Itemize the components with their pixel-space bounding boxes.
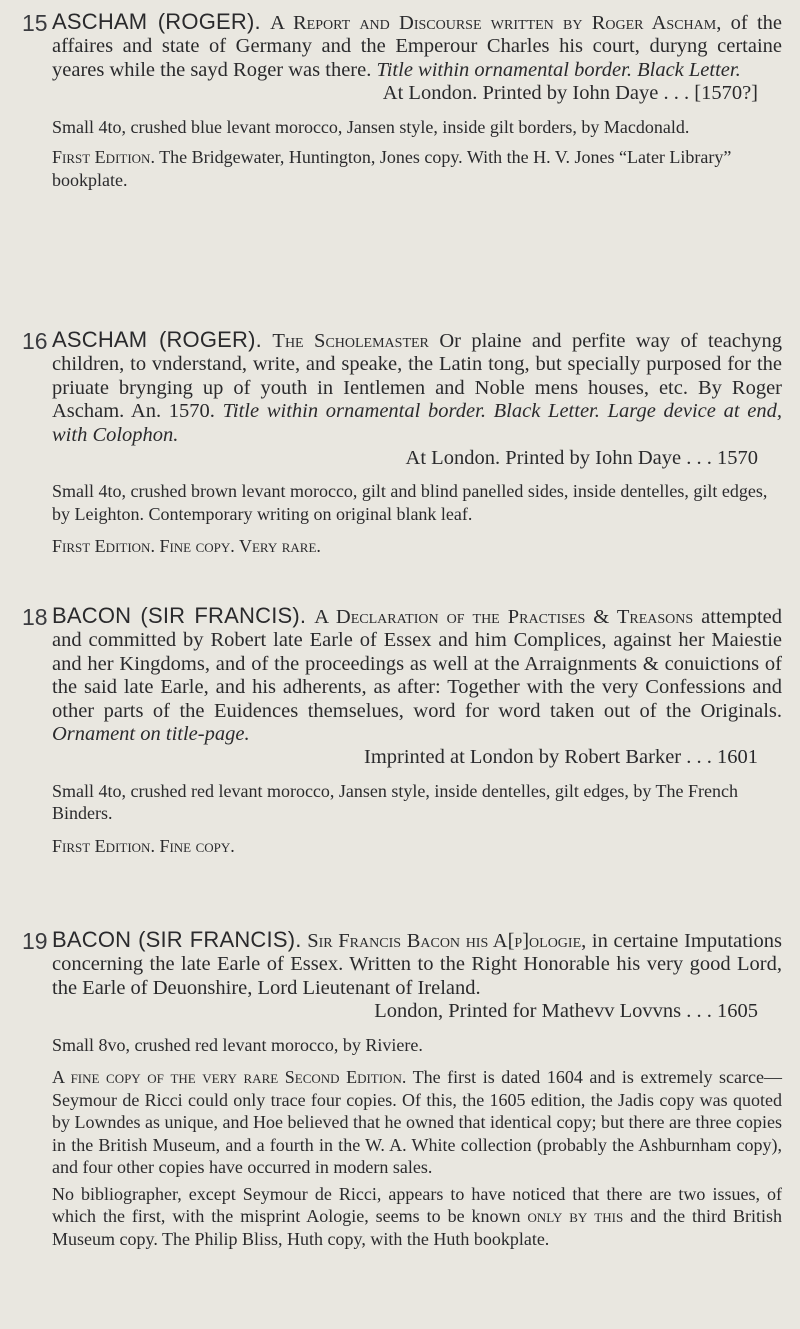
edition-note (52, 1066, 782, 1179)
provenance-text: The Bridgewater, Huntington, Jones copy. With the H. V. Jones “Later Library” bookplate. (52, 147, 732, 190)
bibliographic-note (52, 1183, 782, 1251)
entry-title (52, 928, 782, 1024)
lot-number: 16 (22, 328, 48, 354)
author-heading: ASCHAM (ROGER). (52, 327, 262, 352)
provenance-text: The first is dated 1604 and is extremely scarce—Seymour de Ricci could only trace four copies. Of this, the 1605 edition, the Jadis copy was quoted by Lowndes as unique, and Hoe believed that he owned that identical copy; but there are three copies in the British Museum, and a fourth in the W. A. White collection (probably the Ashburnham copy), and four other copies have occurred in modern sales. (52, 1067, 782, 1178)
title-small-caps: A Declaration of the Practises & Treasons (314, 606, 694, 628)
edition-label: First Edition. Fine copy. (52, 835, 235, 856)
imprint-line: At London. Printed by Iohn Daye . . . [1570?] (382, 82, 758, 105)
title-text: of the affaires and state of Germany and the Emperour Charles his court, duryng certaine yeares while the sayd Roger was there. (52, 12, 782, 81)
binding-description: Small 8vo, crushed red levant morocco, by Riviere. (52, 1034, 423, 1055)
lot-number: 15 (22, 10, 48, 36)
entry-body (52, 928, 782, 1250)
title-text: Or plaine and perfite way of teachyng children, to vnderstand, write, and speake, the Latin tong, but specially purposed for the priuate brynging up of youth in Ientlemen and Noble mens houses, etc. By Roger Ascham. An. 1570. (52, 330, 782, 423)
entry-title (52, 604, 782, 770)
edition-label: A fine copy of the very rare Second Edition. (52, 1067, 407, 1088)
imprint-line: At London. Printed by Iohn Daye . . . 1570 (405, 447, 758, 470)
title-italic-note: Ornament on title-page. (52, 723, 250, 746)
lot-number: 18 (22, 604, 48, 630)
entry-body (52, 10, 782, 191)
bibliographic-small-caps: only by this (527, 1206, 624, 1227)
imprint-line: London, Printed for Mathevv Lovvns . . . 1605 (374, 1000, 758, 1023)
entry-title (52, 10, 782, 106)
title-text: attempted and committed by Robert late Earle of Essex and him Complices, against her Maiestie and her Kingdoms, and of the proceedings as well at the Arraignments & conuictions of the said late Earle, and his adherents, as after: Together with the very Confessions and other parts of the Euidences themselues, word for word taken out of the Originals. (52, 606, 783, 722)
binding-description: Small 4to, crushed brown levant morocco, gilt and blind panelled sides, inside dentelles, gilt edges, by Leighton. Contemporary writing on original blank leaf. (52, 481, 768, 524)
title-italic-note: Title within ornamental border. Black Letter. Large device at end, with Colophon. (52, 400, 782, 446)
binding-description: Small 4to, crushed blue levant morocco, Jansen style, inside gilt borders, by Macdonald. (52, 116, 690, 137)
entry-body (52, 604, 782, 857)
binding-description: Small 4to, crushed red levant morocco, Jansen style, inside dentelles, gilt edges, by The French Binders. (52, 780, 739, 824)
edition-note (52, 535, 782, 558)
bibliographic-text: No bibliographer, except Seymour de Ricci, appears to have noticed that there are two issues, of which the first, with the misprint Aologie, seems to be known (52, 1183, 782, 1227)
edition-label: First Edition. Fine copy. Very rare. (52, 536, 321, 557)
title-small-caps: A Report and Discourse written by Roger Ascham, (270, 12, 722, 34)
bibliographic-tail: and the third British Museum copy. The Philip Bliss, Huth copy, with the Huth bookplate. (52, 1206, 782, 1249)
title-small-caps: Sir Francis Bacon his A[p]ologie, (307, 930, 587, 952)
entry-body (52, 328, 782, 558)
author-heading: BACON (SIR FRANCIS). (52, 927, 302, 952)
lot-number: 19 (22, 928, 48, 954)
imprint-line: Imprinted at London by Robert Barker . . . 1601 (364, 746, 758, 769)
author-heading: BACON (SIR FRANCIS). (52, 603, 307, 628)
title-small-caps: The Scholemaster (272, 330, 429, 352)
title-text: in certaine Imputations concerning the late Earle of Essex. Written to the Right Honorable his very good Lord, the Earle of Deuonshire, Lord Lieutenant of Ireland. (52, 930, 783, 999)
edition-note (52, 835, 782, 858)
edition-label: First Edition. (52, 147, 155, 168)
author-heading: ASCHAM (ROGER). (52, 9, 261, 34)
entry-title (52, 328, 782, 470)
edition-note (52, 146, 782, 191)
title-italic-note: Title within ornamental border. Black Letter. (371, 58, 741, 81)
